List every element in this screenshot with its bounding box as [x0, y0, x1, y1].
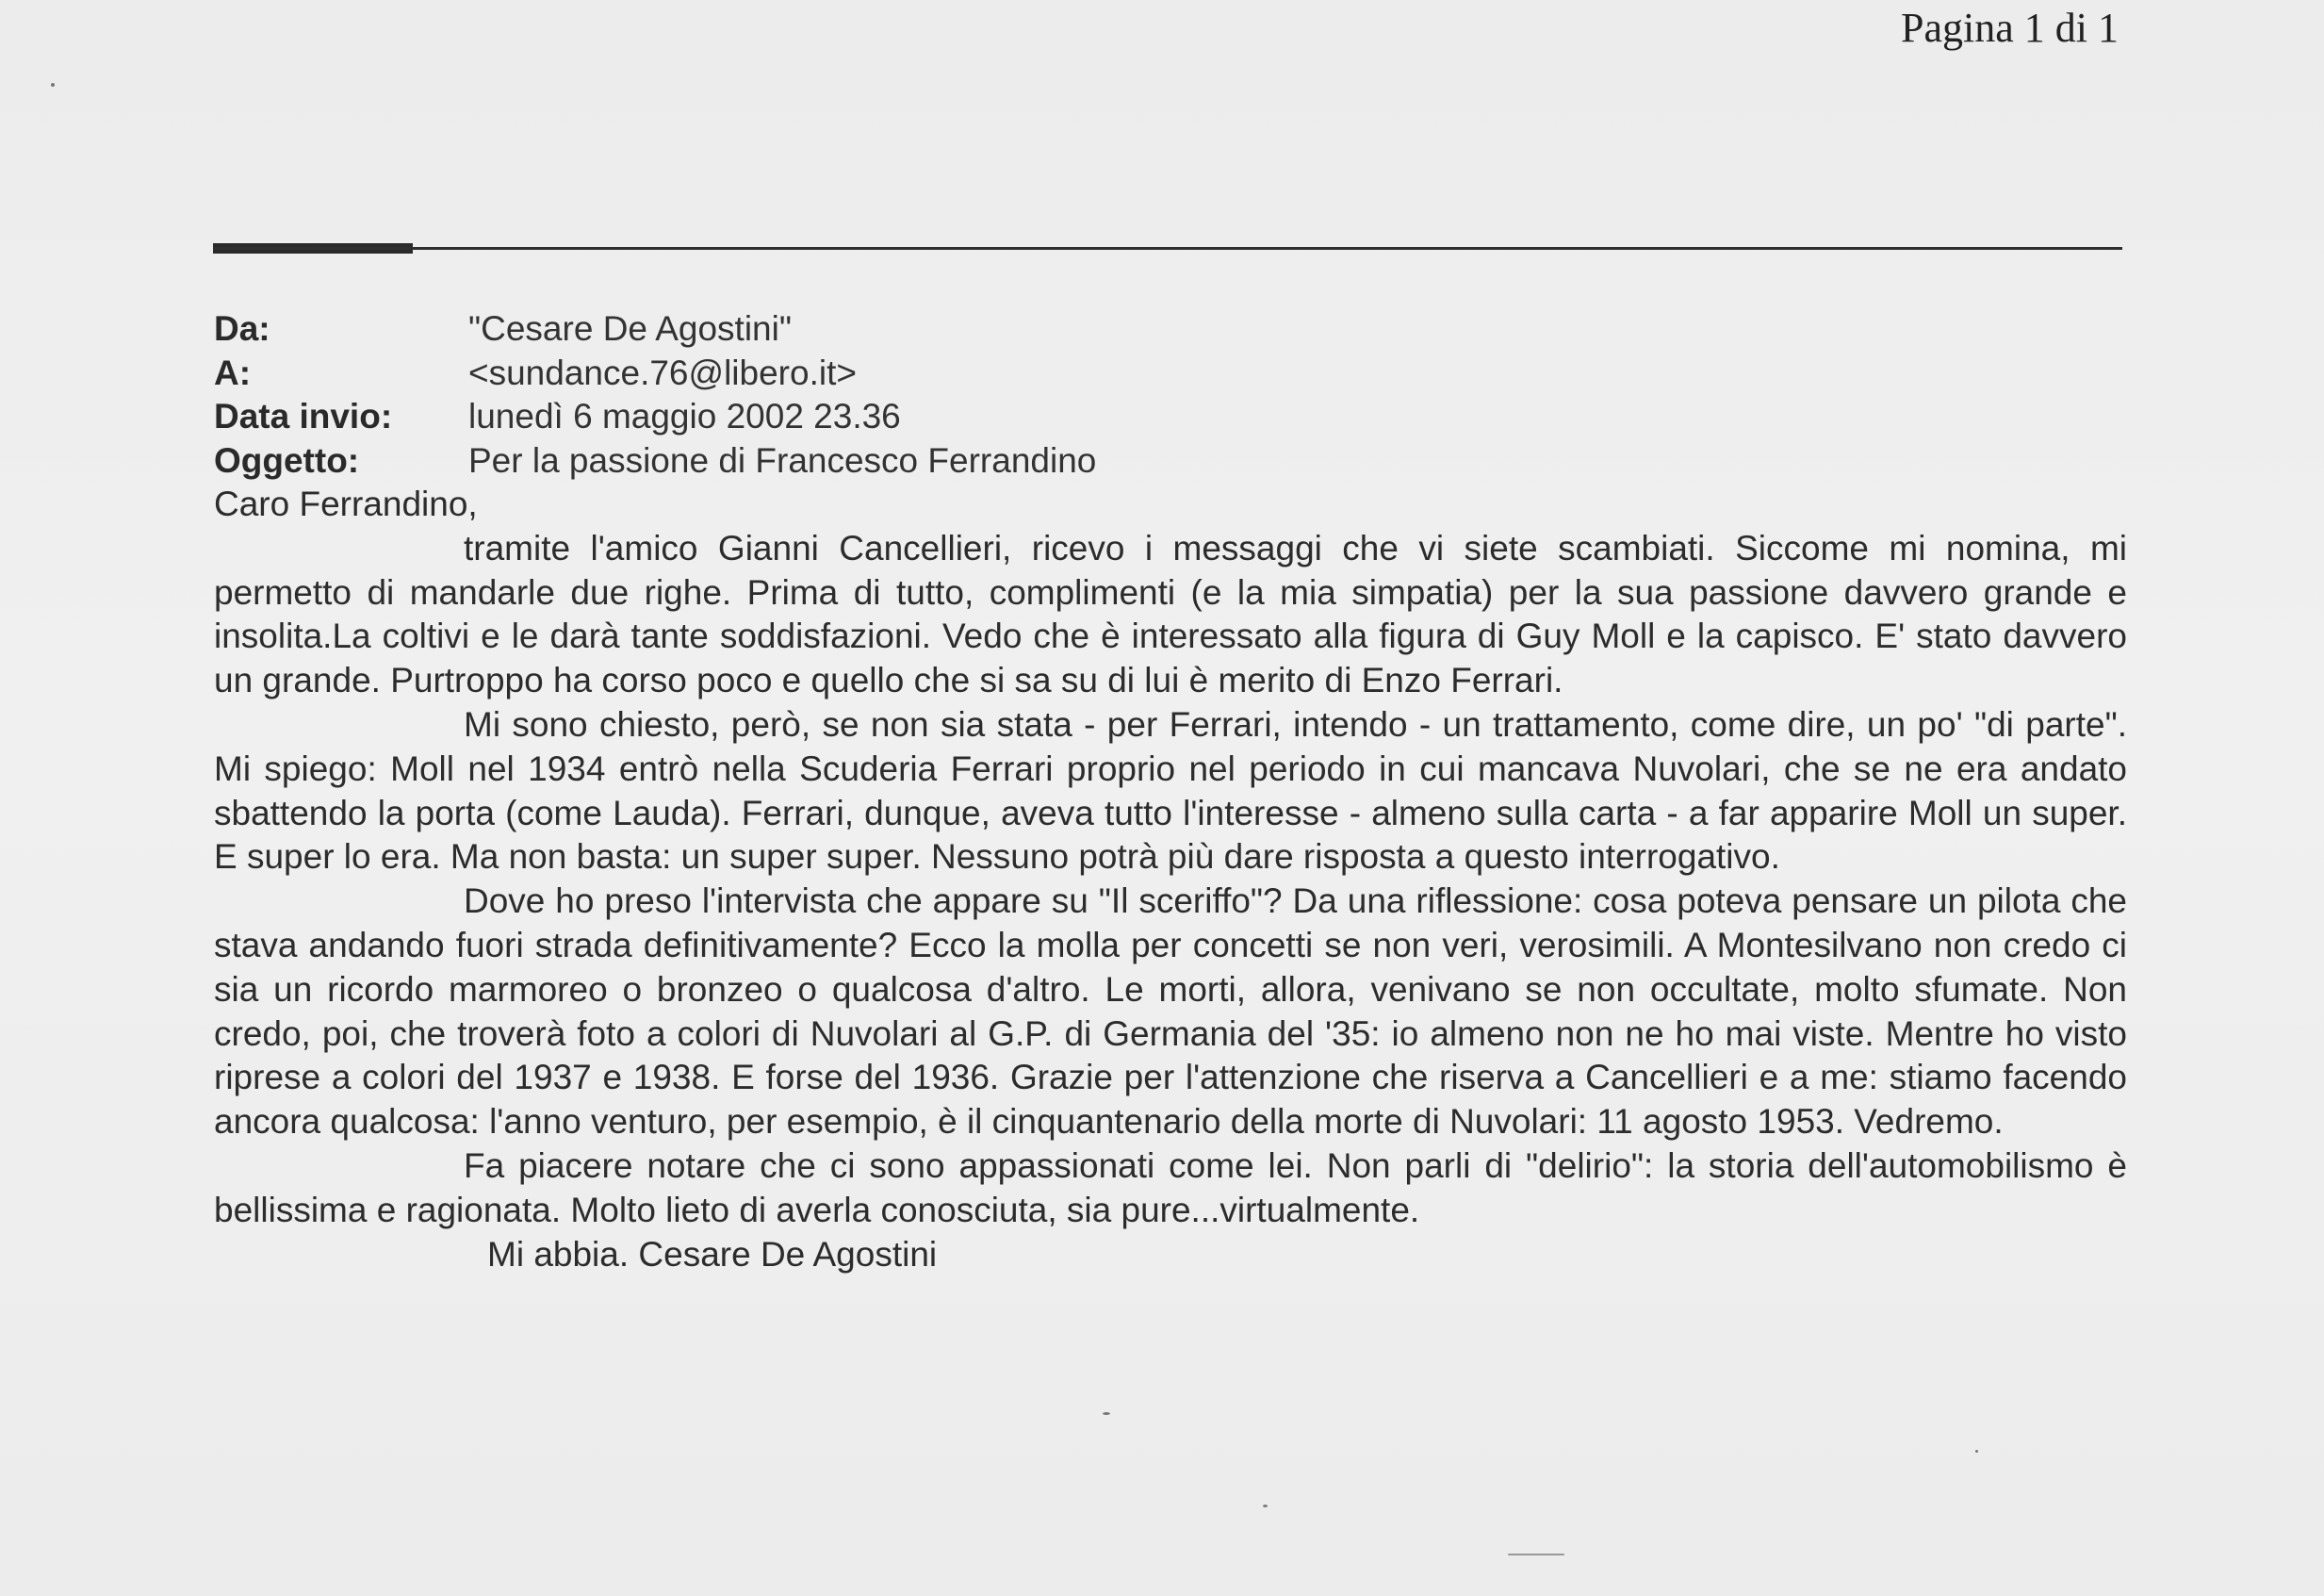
header-subject: [214, 439, 1096, 484]
header-date: [214, 395, 1096, 439]
header-subject-value: Per la passione di Francesco Ferrandino: [468, 440, 1097, 480]
header-to-value: <sundance.76@libero.it>: [468, 353, 857, 392]
scan-speck: [1975, 1450, 1978, 1453]
email-body: [214, 483, 2127, 1276]
header-to: [214, 352, 1096, 396]
header-date-value: lunedì 6 maggio 2002 23.36: [468, 397, 901, 436]
scan-speck: [1263, 1505, 1268, 1507]
body-paragraph-2: Mi sono chiesto, però, se non sia stata - per Ferrari, intendo - un trattamento, come dire, un po' "di parte". Mi spiego: Moll nel 1934 entrò nella Scuderia Ferrari proprio nel periodo in cui mancava Nuvolari, che se ne era andato sbattendo la porta (come Lauda). Ferrari, dunque, aveva tutto l'interesse - almeno sulla carta - a far apparire Moll un super. E super lo era. Ma non basta: un super super. Nessuno potrà più dare risposta a questo interrogativo.: [214, 704, 2127, 877]
header-date-label: Data invio:: [214, 397, 393, 436]
header-from-value: "Cesare De Agostini": [468, 309, 792, 348]
scan-speck: [1508, 1554, 1564, 1555]
email-headers: [214, 307, 1096, 483]
body-paragraph-3: Dove ho preso l'intervista che appare su "Il sceriffo"? Da una riflessione: cosa poteva pensare un pilota che stava andando fuori strada definitivamente? Ecco la molla per concetti se non veri, verosimili. A Montesilvano non credo ci sia un ricordo marmoreo o bronzeo o qualcosa d'altro. Le morti, allora, venivano se non occultate, molto sfumate. Non credo, poi, che troverà foto a colori di Nuvolari al G.P. di Germania del '35: io almeno non ne ho mai viste. Mentre ho visto riprese a colori del 1937 e 1938. E forse del 1936. Grazie per l'attenzione che riserva a Cancellieri e a me: stiamo facendo ancora qualcosa: l'anno venturo, per esempio, è il cinquantenario della morte di Nuvolari: 11 agosto 1953. Vedremo.: [214, 881, 2127, 1142]
header-from: [214, 307, 1096, 352]
scan-speck: [1103, 1412, 1110, 1415]
header-subject-label: Oggetto:: [214, 440, 360, 480]
header-from-label: Da:: [214, 309, 270, 348]
greeting: Caro Ferrandino,: [214, 485, 478, 523]
body-paragraph-1: tramite l'amico Gianni Cancellieri, ricevo i messaggi che vi siete scambiati. Siccome mi nomina, mi permetto di mandarle due righe. Prima di tutto, complimenti (e la mia simpatia) per la sua passione davvero grande e insolita.La coltivi e le darà tante soddisfazioni. Vedo che è interessato alla figura di Guy Moll e la capisco. E' stato davvero un grande. Purtroppo ha corso poco e quello che si sa su di lui è merito di Enzo Ferrari.: [214, 528, 2127, 700]
body-paragraph-4: Fa piacere notare che ci sono appassionati come lei. Non parli di "delirio": la storia dell'automobilismo è bellissima e ragionata. Molto lieto di averla conosciuta, sia pure...virtualmente.: [214, 1145, 2127, 1229]
scan-speck: [51, 83, 55, 87]
header-rule: [213, 247, 2122, 250]
signoff: Mi abbia. Cesare De Agostini: [487, 1234, 938, 1274]
page-number: Pagina 1 di 1: [1901, 5, 2119, 51]
header-to-label: A:: [214, 353, 252, 392]
